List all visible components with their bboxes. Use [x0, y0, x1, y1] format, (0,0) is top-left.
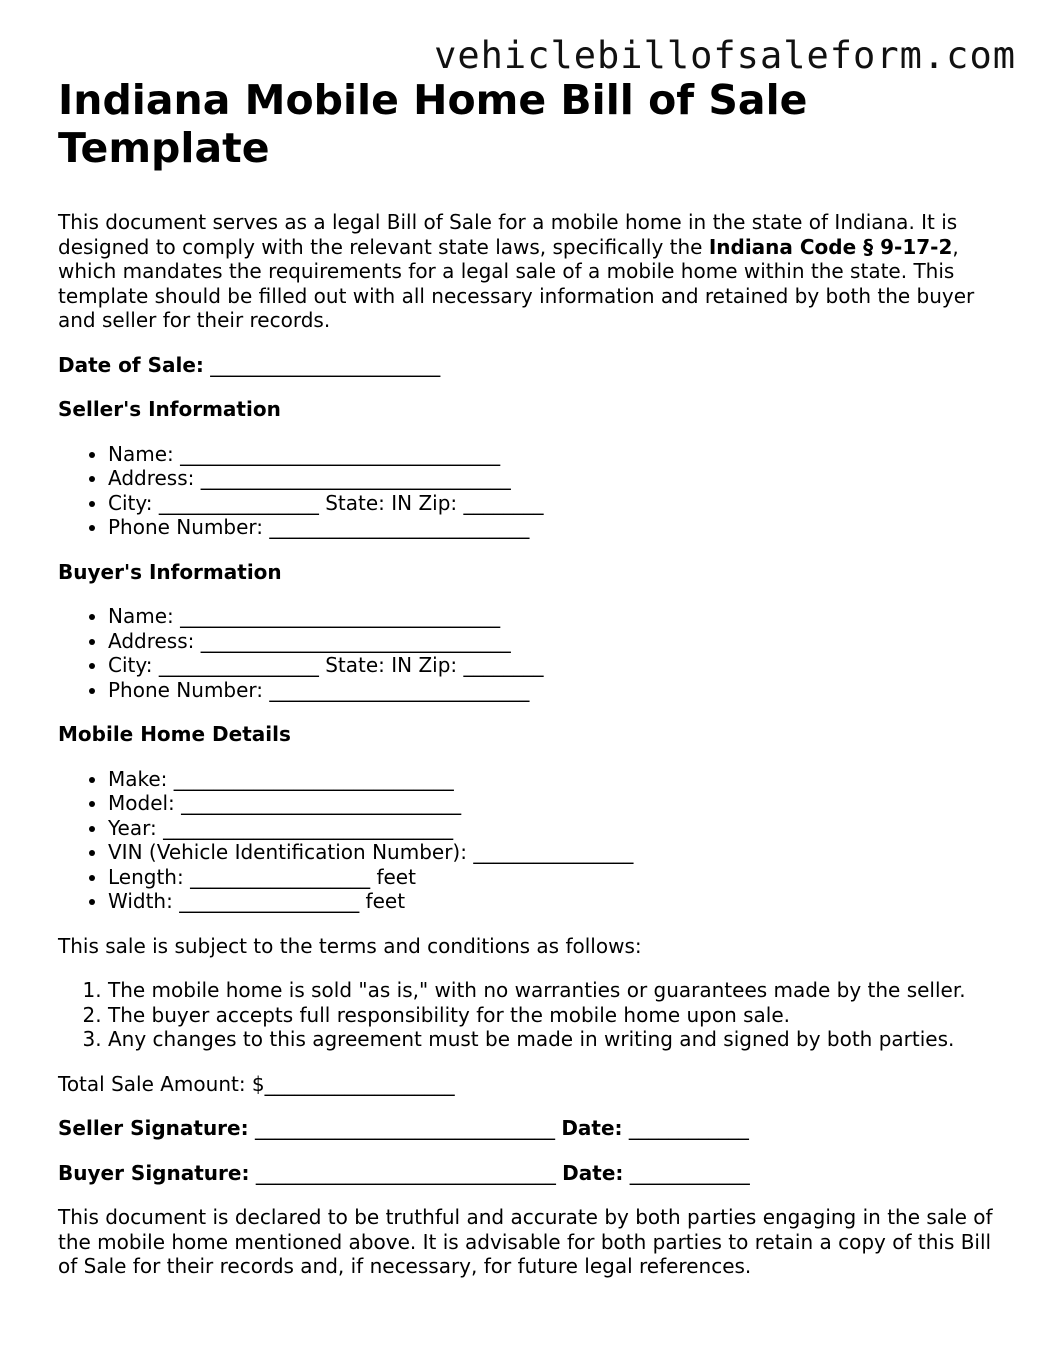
seller-signature-line	[58, 1116, 993, 1141]
buyer-info-list	[58, 604, 993, 702]
buyer-date-blank[interactable]: ____________	[629, 1160, 750, 1185]
seller-signature-label: Seller Signature:	[58, 1116, 249, 1140]
seller-date-blank[interactable]: ____________	[628, 1116, 749, 1140]
seller-name-field[interactable]: • Name: ________________________________	[108, 442, 993, 467]
seller-phone-field[interactable]: • Phone Number: __________________________	[108, 515, 993, 540]
home-year-field[interactable]: • Year: _____________________________	[108, 816, 993, 841]
closing-paragraph: This document is declared to be truthful and accurate by both parties engaging in the sale of the mobile home mentioned above. It is advisable for both parties to retain a copy of this Bill of Sale for their records and, if necessary, for future legal references.	[58, 1205, 993, 1278]
buyer-name-field[interactable]: • Name: ________________________________	[108, 604, 993, 629]
intro-paragraph	[58, 210, 993, 333]
term-item: 3. Any changes to this agreement must be made in writing and signed by both parties.	[108, 1027, 993, 1052]
terms-list	[58, 978, 993, 1052]
terms-intro: This sale is subject to the terms and conditions as follows:	[58, 933, 642, 958]
seller-address-field[interactable]: • Address: _______________________________	[108, 466, 993, 491]
seller-city-state-zip-field[interactable]: • City: ________________ State: IN Zip: ________	[108, 491, 993, 516]
buyer-info-heading: Buyer's Information	[58, 559, 282, 584]
home-vin-field[interactable]: • VIN (Vehicle Identification Number): ________________	[108, 840, 993, 865]
intro-text-before: This document serves as a legal Bill of Sale for a mobile home in the state of Indiana. It is designed to comply with the relevant state laws, specifically the	[58, 210, 958, 259]
home-details-list	[58, 767, 993, 914]
buyer-signature-blank[interactable]: ______________________________	[255, 1160, 556, 1185]
intro-code-reference: Indiana Code § 9-17-2	[708, 234, 953, 259]
site-watermark: vehiclebillofsaleform.com	[434, 34, 1016, 77]
total-sale-amount-field[interactable]: Total Sale Amount: $___________________	[58, 1071, 455, 1096]
buyer-address-field[interactable]: • Address: _______________________________	[108, 629, 993, 654]
buyer-date-label: Date:	[562, 1160, 624, 1185]
page-title: Indiana Mobile Home Bill of Sale Template	[58, 76, 808, 172]
buyer-signature-label: Buyer Signature:	[58, 1160, 250, 1185]
buyer-signature-line	[58, 1161, 993, 1186]
seller-info-heading: Seller's Information	[58, 397, 281, 421]
term-item: 2. The buyer accepts full responsibility for the mobile home upon sale.	[108, 1003, 993, 1028]
document-body	[58, 76, 993, 1279]
seller-signature-blank[interactable]: ______________________________	[254, 1116, 555, 1140]
date-of-sale-label: Date of Sale:	[58, 352, 204, 377]
seller-date-label: Date:	[561, 1116, 623, 1140]
seller-info-list	[58, 442, 993, 540]
buyer-city-state-zip-field[interactable]: • City: ________________ State: IN Zip: ________	[108, 653, 993, 678]
home-model-field[interactable]: • Model: ____________________________	[108, 791, 993, 816]
date-of-sale-field	[58, 353, 993, 378]
home-length-field[interactable]: • Length: __________________ feet	[108, 865, 993, 890]
date-of-sale-blank[interactable]: _______________________	[210, 352, 441, 377]
term-item: 1. The mobile home is sold "as is," with no warranties or guarantees made by the seller.	[108, 978, 993, 1003]
home-make-field[interactable]: • Make: ____________________________	[108, 767, 993, 792]
intro-text-after: , which mandates the requirements for a legal sale of a mobile home within the state. This template should be filled out with all necessary information and retained by both the buyer and seller for their records.	[58, 234, 975, 332]
home-details-heading: Mobile Home Details	[58, 722, 291, 746]
home-width-field[interactable]: • Width: __________________ feet	[108, 889, 993, 914]
buyer-phone-field[interactable]: • Phone Number: __________________________	[108, 678, 993, 703]
